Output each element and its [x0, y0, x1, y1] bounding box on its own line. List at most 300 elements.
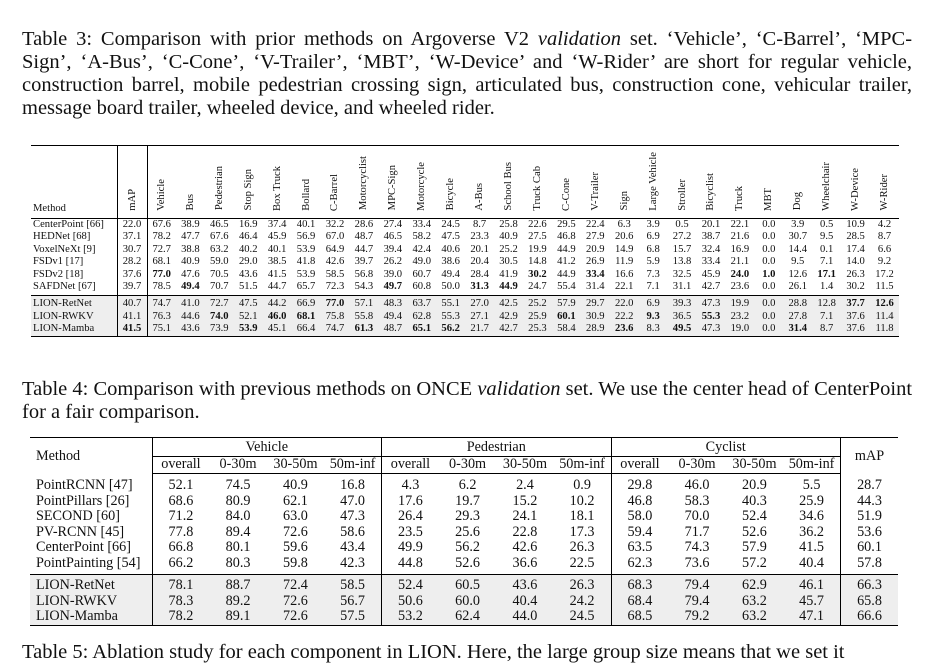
table3-cell: 46.4 [238, 231, 258, 243]
table4-cell: 51.9 [857, 508, 882, 524]
table3-cell: 21.1 [730, 256, 750, 268]
table3-col-header [697, 146, 726, 219]
table4-cell: 23.5 [398, 523, 423, 540]
table4-cell: 63.2 [742, 592, 767, 609]
table3-cell: 27.4 [383, 219, 403, 230]
table3-cell: 49.4 [441, 268, 460, 280]
table3-cell: 29.5 [557, 219, 576, 230]
table4-method-name: LION-Mamba [30, 609, 152, 625]
table3-cell: 76.3 [152, 310, 171, 322]
table3-cell: 38.6 [441, 256, 460, 268]
table3-cell: 9.5 [791, 256, 805, 268]
table4-cell: 4.3 [401, 477, 420, 493]
table3-cell: 23.6 [730, 281, 750, 293]
table4-cell: 66.2 [168, 554, 194, 571]
table5-caption-text: Table 5: Ablation study for each component in LION. Here, the large group size means that we set it [22, 641, 845, 663]
table4-cell: 26.3 [554, 540, 611, 556]
table3-col-header [581, 146, 610, 219]
table3-cell: 22.0 [117, 219, 147, 232]
table3-cell: 41.8 [296, 256, 316, 268]
table3-method-name: SAFDNet [67] [31, 281, 117, 296]
table4-prior-row [30, 540, 898, 556]
table4-cell: 40.4 [512, 592, 538, 609]
table3-cell: 42.7 [701, 281, 721, 293]
table3-cell: 1.4 [820, 281, 834, 293]
table3-lion-methods [31, 296, 899, 336]
table3-cell: 24.5 [441, 219, 460, 230]
table4-cell: 50.6 [398, 592, 423, 609]
table4-cell: 52.6 [742, 523, 767, 540]
table3-cell: 19.0 [725, 323, 754, 336]
table4-cell: 66.3 [841, 575, 899, 594]
table4-cell: 29.8 [627, 477, 653, 493]
table4-cell: 68.5 [611, 609, 668, 625]
table3-cell: 30.2 [528, 268, 547, 280]
table4-subcol-header: 50m-inf [554, 456, 611, 474]
table3-col-header [494, 146, 523, 219]
table4-caption-italic: validation [477, 378, 561, 400]
table3-col-label: C-Barrel [329, 173, 341, 211]
table3-cell: 36.5 [672, 310, 692, 322]
table4-cell: 22.8 [512, 523, 538, 540]
table3-cell: 7.1 [646, 281, 660, 293]
table3-cell: 31.4 [783, 323, 812, 336]
table4-caption-label: Table 4: [22, 378, 89, 400]
table3-cell: 27.9 [586, 231, 605, 243]
table3-cell: 30.7 [788, 231, 808, 243]
table4-cell: 72.6 [267, 609, 324, 625]
table3-method-name: HEDNet [68] [31, 231, 117, 243]
table4-cell: 78.2 [152, 609, 209, 625]
table4-cell: 62.1 [283, 492, 308, 509]
table4-method-name: PointPillars [26] [30, 494, 152, 510]
table4-subcol-header: 50m-inf [324, 456, 381, 474]
table4-cell: 89.4 [225, 523, 251, 540]
table3-cell: 56.2 [436, 323, 465, 336]
table4-cell: 77.8 [168, 523, 194, 540]
table3-cell: 66.4 [292, 323, 321, 336]
table3-cell: 25.2 [523, 296, 552, 311]
table4-cell: 80.1 [225, 539, 251, 555]
table3-cell: 39.7 [117, 281, 147, 296]
table3-cell: 9.2 [877, 256, 892, 268]
table3-cell: 26.2 [383, 256, 403, 268]
table3-cell: 40.1 [296, 219, 316, 230]
table4-subcol-header: 30-50m [267, 456, 324, 474]
table4-cell: 52.4 [742, 508, 767, 524]
table3-cell: 72.7 [205, 296, 234, 311]
table3-cell: 53.9 [296, 268, 316, 280]
table4-prior-row [30, 525, 898, 541]
table3-cell: 75.8 [325, 310, 345, 322]
table3-cell: 44.9 [557, 268, 576, 280]
table3-cell: 63.7 [407, 296, 436, 311]
table4-cell: 56.2 [455, 539, 480, 555]
table3-cell: 28.6 [354, 219, 374, 230]
table3-cell: 11.5 [875, 281, 894, 293]
table4-cell: 36.6 [512, 554, 538, 571]
table3-cell: 20.9 [586, 243, 605, 255]
table3-cell: 9.5 [820, 231, 834, 243]
table3-cell: 49.0 [412, 256, 432, 268]
table3-cell: 12.8 [812, 296, 841, 311]
table4-cell: 63.5 [627, 539, 653, 555]
table3-cell: 0.1 [820, 243, 834, 255]
table3-cell: 22.6 [528, 219, 547, 230]
table3-col-header [263, 146, 292, 219]
table3-method-name: FSDv2 [18] [31, 269, 117, 281]
table4-cell: 24.1 [512, 508, 538, 524]
table3-cell: 27.5 [528, 231, 547, 243]
table5-caption [22, 641, 912, 664]
table3-cell: 70.7 [210, 281, 229, 293]
table3-cell: 14.9 [614, 243, 634, 255]
table3-cell: 0.0 [762, 243, 776, 255]
table3-cell: 57.9 [552, 296, 581, 311]
table4-cell: 42.6 [512, 539, 538, 555]
table3-cell: 47.5 [234, 296, 263, 311]
table3-cell: 78.2 [152, 231, 171, 243]
table3-cell: 45.1 [263, 323, 292, 336]
table4-cell: 72.6 [283, 592, 308, 609]
table3-cell: 16.9 [730, 243, 750, 255]
table3-col-label: School Bus [503, 162, 515, 211]
table4-cell: 63.2 [726, 609, 783, 625]
table3-cell: 74.7 [147, 296, 176, 311]
table3-cell: 37.6 [117, 269, 147, 281]
table3-cell: 14.8 [528, 256, 547, 268]
table3-cell: 17.1 [817, 268, 836, 280]
table3-cell: 20.1 [470, 243, 489, 255]
table4-cell: 78.1 [152, 575, 209, 594]
table4-cell: 65.8 [857, 592, 882, 609]
table4-prior-row [30, 509, 898, 525]
table4-method-name: PV-RCNN [45] [30, 525, 152, 541]
table3-cell: 19.9 [725, 296, 754, 311]
table3-cell: 37.7 [841, 296, 870, 311]
table3-cell: 47.3 [697, 323, 726, 336]
table3-cell: 67.0 [325, 231, 345, 243]
table3-col-header [205, 146, 234, 219]
table3-cell: 40.7 [117, 296, 147, 311]
table3-cell: 30.9 [586, 310, 605, 322]
table3-cell: 26.9 [586, 256, 605, 268]
table3-cell: 58.2 [412, 231, 432, 243]
table4-cell: 26.3 [554, 575, 611, 594]
table3-col-label: Stop Sign [242, 169, 254, 211]
table4-cell: 10.2 [554, 494, 611, 510]
table3-col-header [407, 146, 436, 219]
table4-cell: 59.4 [627, 523, 653, 540]
table3-cell: 39.3 [668, 296, 697, 311]
table3-col-header [234, 146, 263, 219]
table3-cell: 16.9 [238, 219, 258, 230]
table3-cell: 15.7 [672, 243, 692, 255]
table4-cell: 20.9 [742, 477, 767, 493]
table3-col-label: Sign [618, 191, 630, 211]
table4-map-header: mAP [841, 438, 899, 474]
table3-cell: 14.0 [846, 256, 865, 268]
table3-cell: 57.1 [349, 296, 378, 311]
table3-cell: 8.3 [639, 323, 668, 336]
table4-cell: 17.3 [554, 525, 611, 541]
table3-cell: 37.6 [846, 310, 865, 322]
table3-cell: 55.3 [701, 310, 721, 322]
table4-cell: 19.7 [455, 492, 480, 509]
table4-cell: 41.5 [783, 540, 840, 556]
table3-cell: 41.5 [267, 268, 287, 280]
table3-cell: 59.0 [210, 256, 229, 268]
table3-cell: 40.1 [267, 243, 287, 255]
table3-cell: 41.5 [117, 323, 147, 336]
table3-cell: 20.1 [701, 219, 721, 230]
table4-caption-post: set. We use the center head of CenterPoint for a fair comparison. [22, 378, 913, 423]
table3-col-label: Pedestrian [213, 166, 225, 211]
table3-cell: 55.1 [436, 296, 465, 311]
table3-cell: 47.5 [441, 231, 460, 243]
table3-cell: 38.7 [701, 231, 721, 243]
table4-cell: 26.4 [398, 508, 423, 524]
table3-col-label: Vehicle [156, 178, 168, 211]
table3-cell: 53.9 [234, 323, 263, 336]
table3-col-label: Truck [734, 185, 746, 211]
table3-cell: 75.1 [147, 323, 176, 336]
table4-cell: 18.1 [554, 509, 611, 525]
table4-cell: 5.5 [783, 474, 840, 494]
table3-col-label: W-Rider [879, 174, 891, 211]
table3-cell: 46.0 [267, 310, 287, 322]
table4-caption [22, 378, 912, 424]
table3-col-label: Bollard [300, 178, 312, 211]
table3-cell: 27.1 [470, 310, 489, 322]
table4-cell: 36.2 [783, 525, 840, 541]
table3-cell: 60.8 [412, 281, 432, 293]
table4-cell: 62.3 [627, 554, 653, 571]
table3-cell: 41.0 [176, 296, 205, 311]
table3-col-label: MPC-Sign [387, 165, 399, 211]
table3-prior-row [31, 219, 899, 232]
table3-cell: 38.5 [267, 256, 287, 268]
table3-cell: 72.3 [325, 281, 345, 293]
table3-cell: 60.1 [557, 310, 576, 322]
table3-caption [22, 28, 912, 120]
table4-caption-pre: Comparison with previous methods on ONCE [93, 378, 473, 400]
table4-cell: 58.5 [324, 575, 381, 594]
table3-cell: 13.8 [672, 256, 692, 268]
table4-cell: 79.4 [684, 592, 710, 609]
table3-col-label: A-Bus [474, 182, 486, 211]
table3-col-label: V-Trailer [589, 171, 601, 211]
table3-cell: 17.4 [846, 243, 865, 255]
table3-cell: 23.3 [470, 231, 489, 243]
table3-cell: 64.9 [325, 243, 345, 255]
table3-cell: 68.1 [152, 256, 171, 268]
table3-lion-row [31, 311, 899, 323]
table3-cell: 38.8 [181, 243, 200, 255]
table3-col-header [668, 146, 697, 219]
table3-cell: 47.7 [181, 231, 200, 243]
table3-cell: 46.5 [210, 219, 229, 230]
table4-cell: 45.7 [783, 594, 840, 610]
table3-cell: 45.9 [267, 231, 287, 243]
table3-prior-row [31, 244, 899, 256]
table4-cell: 46.1 [783, 575, 840, 594]
table3-col-header [176, 146, 205, 219]
table4-subcol-header: 50m-inf [783, 456, 840, 474]
table4-cell: 46.8 [627, 492, 653, 509]
table3-cell: 40.9 [181, 256, 200, 268]
table3-cell: 0.0 [762, 281, 776, 293]
table4-cell: 16.8 [324, 474, 381, 494]
table4-subcol-header: 0-30m [439, 456, 496, 474]
table3-col-header [147, 146, 176, 219]
table3 [31, 145, 899, 337]
table3-cell: 21.6 [730, 231, 750, 243]
table3-cell: 19.9 [528, 243, 547, 255]
table4-cell: 66.8 [168, 539, 194, 555]
table3-cell: 58.5 [325, 268, 345, 280]
table4-cell: 84.0 [225, 508, 251, 524]
table3-cell: 6.3 [617, 219, 631, 230]
table3-cell: 31.1 [672, 281, 692, 293]
table3-cell: 45.9 [701, 268, 721, 280]
table4-cell: 79.2 [668, 609, 725, 625]
table3-cell: 56.8 [354, 268, 374, 280]
table3-cell: 48.3 [378, 296, 407, 311]
table3-cell: 42.9 [499, 310, 518, 322]
table4-cell: 88.7 [209, 575, 266, 594]
table4-cell: 47.0 [324, 494, 381, 510]
table3-cell: 62.8 [412, 310, 432, 322]
table4-cell: 80.9 [225, 492, 251, 509]
table3-col-header [292, 146, 321, 219]
table3-cell: 0.0 [754, 296, 783, 311]
table4-cell: 60.0 [455, 592, 480, 609]
table4-cell: 15.2 [512, 492, 538, 509]
table3-col-label: Stroller [676, 178, 688, 211]
table4-group-header: Vehicle [152, 438, 382, 457]
table4-cell: 68.6 [168, 492, 194, 509]
table3-cell: 39.0 [383, 268, 403, 280]
table3-cell: 41.1 [117, 311, 147, 323]
table4-cell: 89.2 [225, 592, 251, 609]
table3-cell: 40.9 [499, 231, 518, 243]
table3-cell: 26.3 [846, 268, 865, 280]
table3-method-header: Method [31, 146, 117, 219]
table3-cell: 30.5 [499, 256, 518, 268]
table3-cell: 52.1 [238, 310, 258, 322]
table4-group-header: Pedestrian [382, 438, 612, 457]
table3-cell: 28.2 [117, 256, 147, 268]
table3-cell: 22.2 [614, 310, 634, 322]
table4-subcol-header: 30-50m [726, 456, 783, 474]
table3-cell: 41.2 [557, 256, 576, 268]
table3-cell: 32.5 [672, 268, 692, 280]
table3-cell: 61.3 [349, 323, 378, 336]
table3-cell: 14.4 [788, 243, 808, 255]
table3-cell: 32.4 [701, 243, 721, 255]
table3-cell: 22.4 [586, 219, 605, 230]
table3-cell: 74.7 [321, 323, 350, 336]
table4-cell: 70.0 [684, 508, 710, 524]
table4-subcol-header: overall [152, 456, 209, 474]
table3-cell: 44.7 [354, 243, 374, 255]
table4-prior-row [30, 556, 898, 575]
table3-cell: 11.8 [870, 323, 899, 336]
table4-cell: 44.0 [496, 609, 553, 625]
table4-cell: 80.3 [225, 554, 251, 571]
table4-group-header-row [30, 438, 898, 457]
table3-col-label: Bicyclist [705, 172, 717, 211]
table3-lion-row [31, 296, 899, 311]
table3-cell: 25.8 [499, 219, 518, 230]
table3-cell: 78.5 [152, 281, 171, 293]
table4-cell: 72.4 [267, 575, 324, 594]
table3-cell: 44.2 [263, 296, 292, 311]
table3-col-header [870, 146, 899, 219]
table4-cell: 42.3 [324, 556, 381, 575]
table3-cell: 11.9 [615, 256, 634, 268]
table3-col-label: Bicycle [445, 178, 457, 211]
table4-cell: 43.6 [496, 575, 553, 594]
table3-cell: 29.0 [238, 256, 258, 268]
table4-cell: 6.2 [458, 477, 477, 493]
table3-cell: 12.6 [788, 268, 808, 280]
table3-col-label: Box Truck [271, 165, 283, 211]
table3-cell: 65.1 [407, 323, 436, 336]
table4-cell: 44.8 [398, 554, 423, 571]
table3-cell: 44.9 [557, 243, 576, 255]
table4-cell: 52.4 [382, 575, 439, 594]
table4-lion-row [30, 609, 898, 625]
table3-col-label: Bus [184, 194, 196, 211]
table3-col-header [117, 146, 147, 219]
table4-cell: 40.9 [283, 477, 308, 493]
table4-subcol-header: overall [611, 456, 668, 474]
table4-subcol-header: overall [382, 456, 439, 474]
table3-cell: 41.9 [499, 268, 518, 280]
table3-col-header [725, 146, 754, 219]
table4-cell: 24.5 [554, 609, 611, 625]
table3-cell: 24.0 [730, 268, 750, 280]
table3-cell: 54.3 [354, 281, 374, 293]
table3-cell: 24.7 [528, 281, 547, 293]
table3-cell: 28.5 [846, 231, 865, 243]
table3-cell: 0.0 [754, 323, 783, 336]
table3-cell: 51.5 [238, 281, 258, 293]
table4-cell: 71.7 [684, 523, 710, 540]
table3-cell: 12.6 [870, 296, 899, 311]
table3-prior-row [31, 281, 899, 296]
table3-cell: 6.9 [646, 231, 660, 243]
table4-cell: 58.6 [324, 525, 381, 541]
table3-cell: 44.7 [267, 281, 287, 293]
table4-lion-row [30, 575, 898, 594]
table3-cell: 68.1 [296, 310, 316, 322]
table3-cell: 25.2 [499, 243, 518, 255]
table4-cell: 60.5 [439, 575, 496, 594]
table3-col-label: mAP [126, 188, 138, 211]
table4-cell: 59.6 [283, 539, 308, 555]
table3-cell: 46.5 [383, 231, 403, 243]
table3-cell: 39.4 [383, 243, 403, 255]
table3-cell: 7.1 [820, 310, 834, 322]
table3-cell: 0.0 [762, 231, 776, 243]
table3-col-label: Motorcycle [416, 161, 428, 211]
table3-cell: 7.3 [646, 268, 660, 280]
table4-cell: 2.4 [516, 477, 534, 493]
table3-cell: 11.4 [875, 310, 894, 322]
